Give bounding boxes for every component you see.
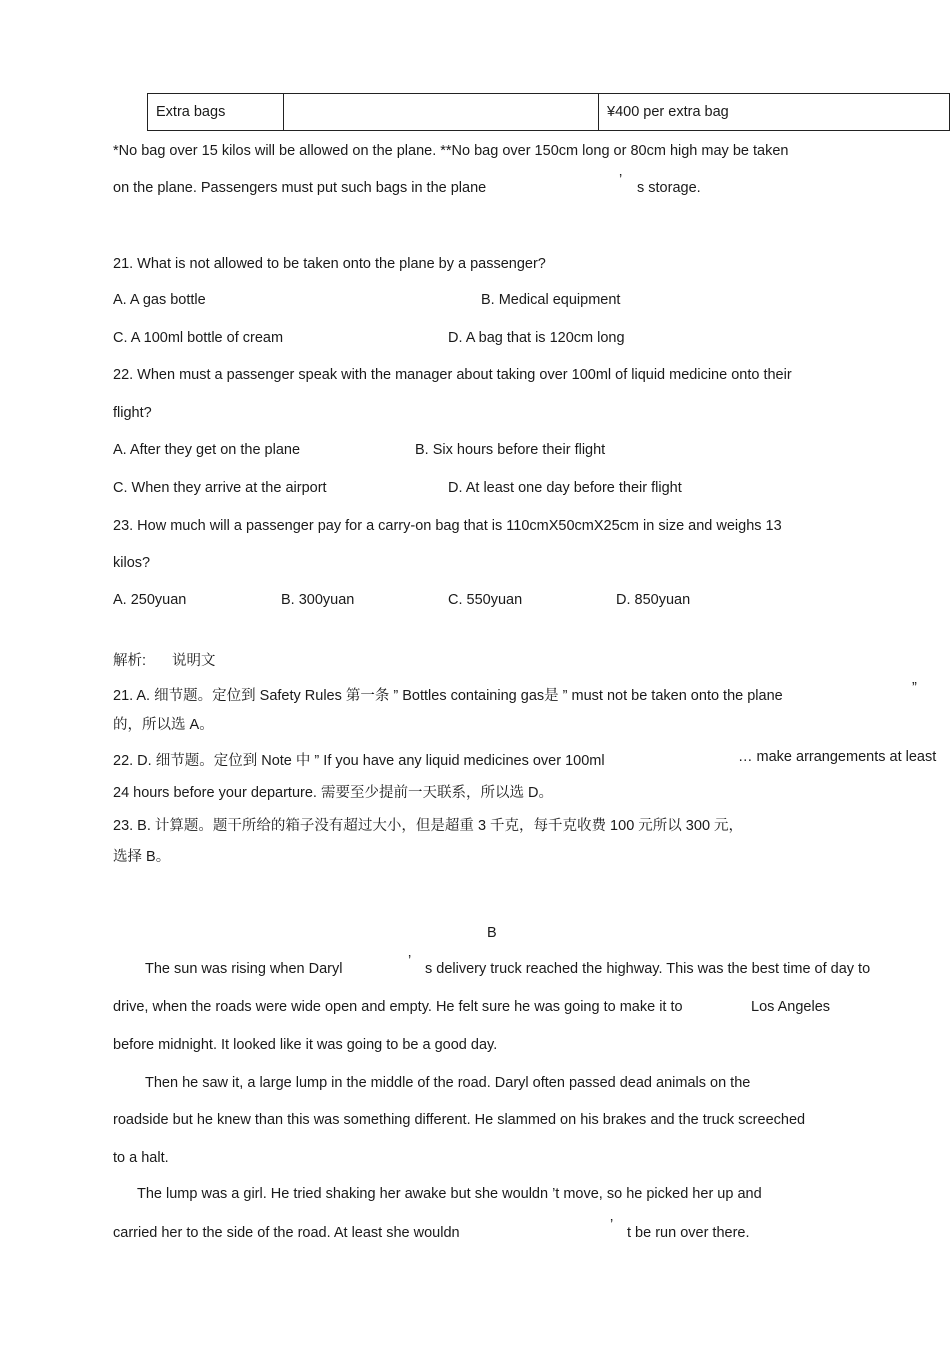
- q21-option-c: C. A 100ml bottle of cream: [113, 330, 284, 346]
- passage-p2-line-1: Then he saw it, a large lump in the middle of the road. Daryl often passed dead animals on the: [145, 1075, 751, 1091]
- table-cell-item: Extra bags: [148, 94, 284, 131]
- passage-p2-line-3: to a halt.: [113, 1150, 169, 1166]
- q23-option-d: D. 850yuan: [616, 592, 691, 608]
- q22-option-a: A. After they get on the plane: [113, 442, 301, 458]
- passage-p1-line-1b: s delivery truck reached the highway. This was the best time of day to: [425, 961, 871, 977]
- analysis-label: 解析:: [113, 653, 147, 669]
- q22-question-line-1: 22. When must a passenger speak with the manager about taking over 100ml of liquid medicine onto their: [113, 367, 792, 383]
- analysis-type: 说明文: [172, 653, 216, 669]
- answer-23-line-1: 23. B. 计算题。题干所给的箱子没有超过大小，但是超重 3 千克，每千克收费 100 元所以 300 元，: [113, 818, 744, 834]
- passage-p2-line-2: roadside but he knew than this was something different. He slammed on his brakes and the truck screeched: [113, 1112, 806, 1128]
- answer-21-line-1: 21. A. 细节题。定位到 Safety Rules 第一条 ” Bottles containing gas是 ” must not be taken onto the plane: [113, 688, 783, 704]
- passage-p3-apostrophe: ’: [610, 1217, 614, 1233]
- q21-option-d: D. A bag that is 120cm long: [448, 330, 625, 346]
- q21-question: 21. What is not allowed to be taken onto the plane by a passenger?: [113, 256, 546, 272]
- q22-option-b: B. Six hours before their flight: [415, 442, 606, 458]
- q23-option-c: C. 550yuan: [448, 592, 523, 608]
- answer-21-quote: ”: [912, 680, 917, 696]
- note-line-2a: on the plane. Passengers must put such bags in the plane: [113, 180, 487, 196]
- q22-option-c: C. When they arrive at the airport: [113, 480, 327, 496]
- passage-p1-line-2b: Los Angeles: [751, 999, 831, 1015]
- q22-question-line-2: flight?: [113, 405, 152, 421]
- passage-p1-line-2a: drive, when the roads were wide open and empty. He felt sure he was going to make it to: [113, 999, 683, 1015]
- note-line-1: *No bag over 15 kilos will be allowed on the plane. **No bag over 150cm long or 80cm high may be taken: [113, 143, 789, 159]
- passage-p3-line-2a: carried her to the side of the road. At least she wouldn: [113, 1225, 460, 1241]
- passage-p1-apostrophe: ’: [408, 953, 412, 969]
- note-apostrophe: ’: [619, 172, 623, 188]
- passage-p1-line-3: before midnight. It looked like it was going to be a good day.: [113, 1037, 498, 1053]
- section-label-b: B: [487, 925, 497, 941]
- q23-option-b: B. 300yuan: [281, 592, 355, 608]
- answer-22-line-1a: 22. D. 细节题。定位到 Note 中 ” If you have any liquid medicines over 100ml: [113, 753, 605, 769]
- answer-21-line-2: 的，所以选 A。: [113, 717, 214, 733]
- fee-table: [147, 93, 950, 131]
- answer-23-line-2: 选择 B。: [113, 849, 171, 865]
- passage-p3-line-1: The lump was a girl. He tried shaking her awake but she wouldn ’t move, so he picked her up and: [137, 1186, 762, 1202]
- table-cell-middle: [284, 94, 599, 131]
- q21-option-a: A. A gas bottle: [113, 292, 206, 308]
- q22-option-d: D. At least one day before their flight: [448, 480, 682, 496]
- answer-22-line-2: 24 hours before your departure. 需要至少提前一天联系，所以选 D。: [113, 785, 553, 801]
- note-line-2b: s storage.: [637, 180, 701, 196]
- q21-option-b: B. Medical equipment: [481, 292, 621, 308]
- q23-option-a: A. 250yuan: [113, 592, 187, 608]
- table-row: [148, 94, 950, 131]
- q23-question-line-1: 23. How much will a passenger pay for a carry-on bag that is 110cmX50cmX25cm in size and weighs 13: [113, 518, 782, 534]
- q23-question-line-2: kilos?: [113, 555, 151, 571]
- answer-22-line-1b: … make arrangements at least: [738, 749, 937, 765]
- passage-p1-line-1a: The sun was rising when Daryl: [145, 961, 343, 977]
- passage-p3-line-2b: t be run over there.: [627, 1225, 750, 1241]
- table-cell-price: ¥400 per extra bag: [599, 94, 950, 131]
